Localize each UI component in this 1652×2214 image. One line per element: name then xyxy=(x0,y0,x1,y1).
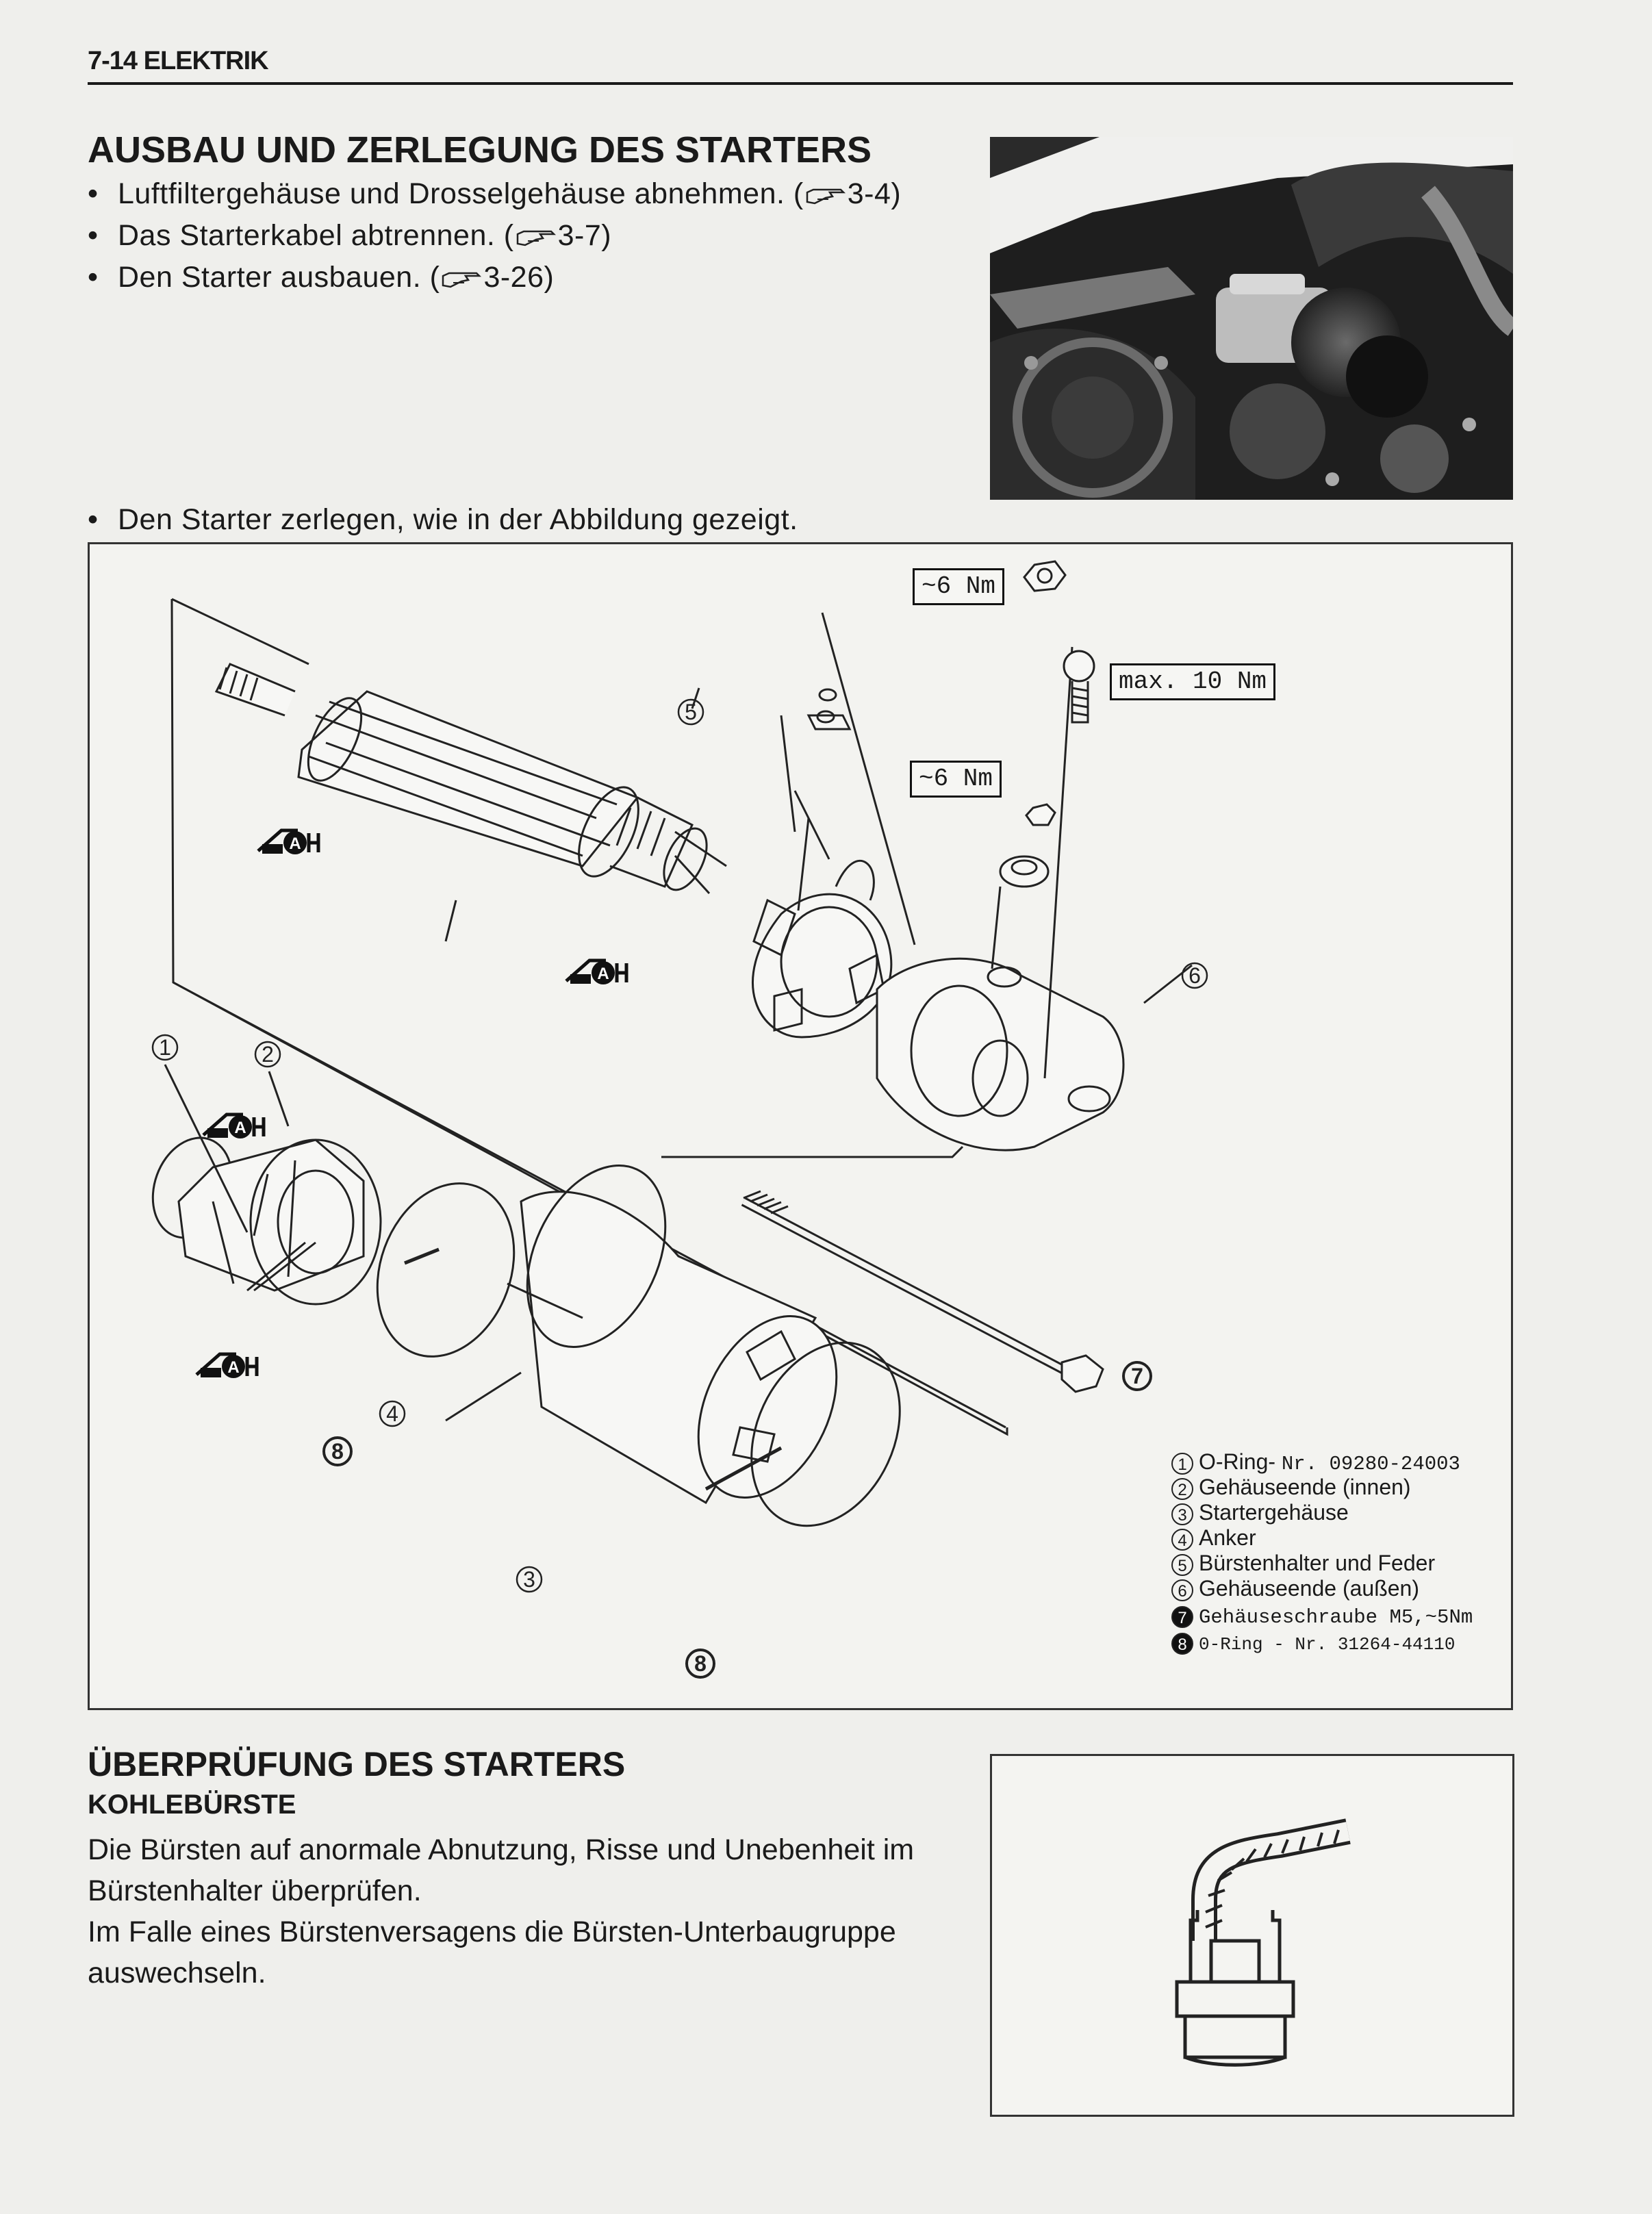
brush-holder-drawing xyxy=(753,689,891,1037)
o-ring-8a-drawing xyxy=(354,1164,537,1375)
hand-pointer-icon xyxy=(516,227,557,248)
header-rule xyxy=(88,82,1513,85)
disassemble-step xyxy=(88,499,978,541)
step-item: • Das Starterkabel abtrennen. ( 3-7) xyxy=(88,215,978,257)
housing-end-inner-drawing xyxy=(179,1140,381,1304)
legend-number: 1 xyxy=(1171,1453,1193,1475)
inspection-paragraph: Im Falle eines Bürstenversagens die Bürsten-Unterbaugruppe auswechseln. xyxy=(88,1916,896,1989)
legend-item: 5 Bürstenhalter und Feder xyxy=(1171,1551,1435,1576)
grease-letter: A xyxy=(227,1358,240,1377)
grease-a-icon xyxy=(566,960,626,984)
legend-number: 3 xyxy=(1171,1503,1193,1525)
carbon-brush-drawing xyxy=(992,1756,1512,2115)
part-number-text: 2 xyxy=(262,1042,274,1067)
hand-pointer-icon xyxy=(805,186,846,206)
legend-item: 1 O-Ring- Nr. 09280-24003 xyxy=(1171,1449,1460,1477)
legend-number: 7 xyxy=(1171,1606,1193,1628)
part-number-text: 6 xyxy=(1189,963,1201,988)
legend-number: 2 xyxy=(1171,1478,1193,1500)
legend-item: 3 Startergehäuse xyxy=(1171,1500,1349,1525)
grease-a-icon xyxy=(258,830,318,854)
starter-housing-drawing xyxy=(500,1143,863,1520)
grease-a-icon xyxy=(196,1354,257,1378)
fastener-drawings xyxy=(1000,561,1094,887)
grease-letter: A xyxy=(597,965,609,983)
inspection-paragraph: Die Bürsten auf anormale Abnutzung, Risse und Unebenheit im Bürstenhalter überprüfen. xyxy=(88,1833,915,1907)
page-header: 7-14 ELEKTRIK xyxy=(88,47,268,75)
legend-item: 7 Gehäuseschraube M5,~5Nm xyxy=(1171,1603,1473,1630)
torque-label: ~6 Nm xyxy=(910,761,1002,798)
legend-number: 5 xyxy=(1171,1554,1193,1576)
section-title-inspection: ÜBERPRÜFUNG DES STARTERS xyxy=(88,1745,626,1783)
legend-item: 4 Anker xyxy=(1171,1525,1256,1551)
torque-label: ~6 Nm xyxy=(913,568,1004,605)
grease-letter: A xyxy=(289,835,301,853)
part-number-text: 8 xyxy=(694,1651,707,1676)
legend-item: 8 0-Ring - Nr. 31264-44110 xyxy=(1171,1629,1455,1657)
step-item: • Den Starter zerlegen, wie in der Abbildung gezeigt. xyxy=(88,499,978,541)
legend-number: 6 xyxy=(1171,1579,1193,1601)
removal-steps xyxy=(88,173,978,298)
inspection-text xyxy=(88,1829,978,1994)
part-number-text: 5 xyxy=(685,700,697,724)
section-title-removal: AUSBAU UND ZERLEGUNG DES STARTERS xyxy=(88,129,872,170)
armature-drawing xyxy=(216,664,715,896)
carbon-brush-figure xyxy=(990,1754,1514,2117)
step-item: • Luftfiltergehäuse und Drosselgehäuse abnehmen. ( 3-4) xyxy=(88,173,978,215)
legend-item: 6 Gehäuseende (außen) xyxy=(1171,1576,1419,1601)
part-number-text: 4 xyxy=(386,1401,398,1426)
subsection-title: KOHLEBÜRSTE xyxy=(88,1790,296,1820)
legend-number: 4 xyxy=(1171,1529,1193,1551)
starter-exploded-drawing xyxy=(90,544,1511,1708)
hand-pointer-icon xyxy=(441,269,482,290)
legend-item: 2 Gehäuseende (innen) xyxy=(1171,1475,1411,1500)
grease-letter: A xyxy=(234,1119,246,1137)
part-number-text: 7 xyxy=(1131,1364,1143,1388)
exploded-view-figure xyxy=(88,542,1513,1710)
part-number-text: 1 xyxy=(159,1035,171,1060)
step-item: • Den Starter ausbauen. ( 3-26) xyxy=(88,257,978,298)
legend-number: 8 xyxy=(1171,1633,1193,1655)
torque-label: max. 10 Nm xyxy=(1110,663,1275,700)
part-number-text: 3 xyxy=(523,1567,535,1592)
part-number-text: 8 xyxy=(331,1439,344,1464)
grease-a-icon xyxy=(203,1115,264,1138)
engine-photo xyxy=(990,137,1513,500)
